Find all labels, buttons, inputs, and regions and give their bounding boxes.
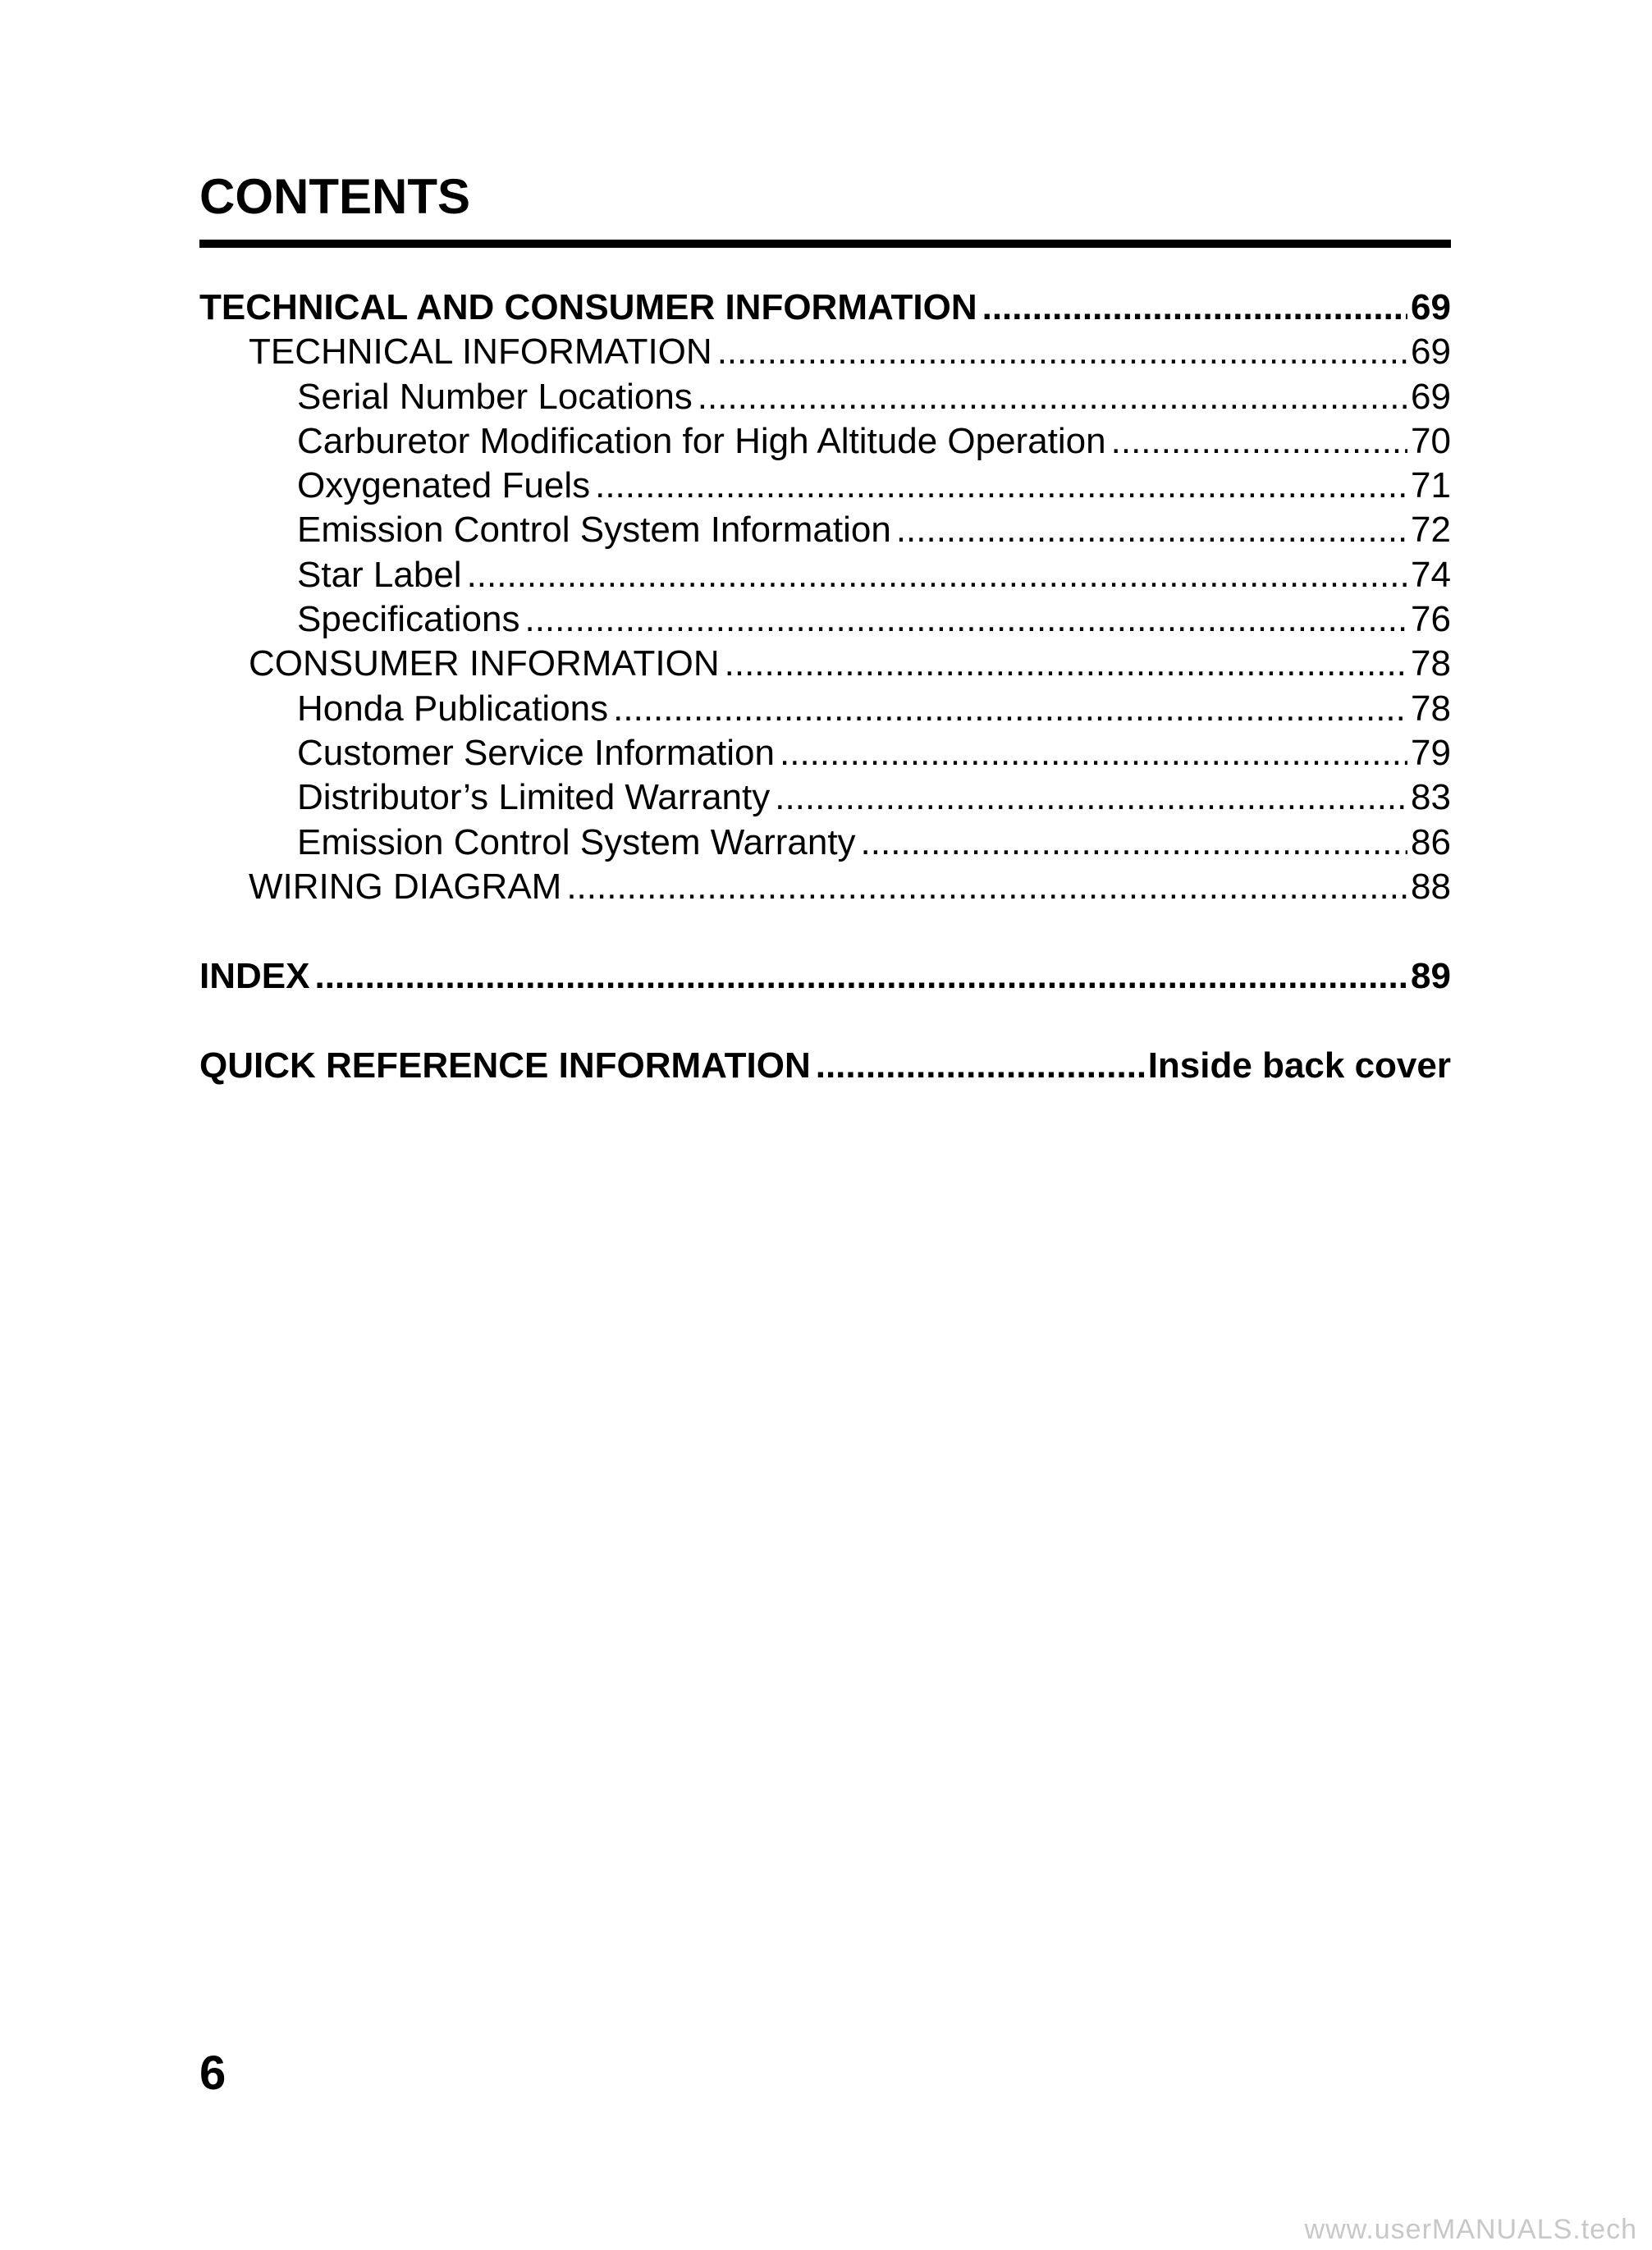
toc-entry-page: 79: [1411, 732, 1451, 773]
toc-entry-page: 78: [1411, 643, 1451, 684]
toc-entry-label: Emission Control System Warranty: [297, 821, 856, 862]
toc-entry-page: 88: [1411, 866, 1451, 907]
toc-entry-page: 69: [1411, 332, 1451, 373]
page-title: CONTENTS: [199, 169, 470, 224]
toc-dot-leader: [775, 775, 1407, 820]
toc-entry-page: 74: [1411, 554, 1451, 595]
toc-dot-leader: [698, 375, 1407, 419]
toc-entry[interactable]: [199, 821, 1451, 865]
toc-entry[interactable]: [199, 553, 1451, 597]
toc-dot-leader: [725, 642, 1407, 686]
toc-entry-page: 76: [1411, 599, 1451, 640]
toc-entry-label: TECHNICAL AND CONSUMER INFORMATION: [199, 287, 977, 327]
toc-entry-label: Specifications: [297, 599, 520, 640]
page-number: 6: [199, 2046, 227, 2100]
toc-entry[interactable]: [199, 775, 1451, 820]
toc-dot-leader: [1111, 419, 1407, 464]
toc-dot-leader: [467, 553, 1407, 597]
toc-entry-label: WIRING DIAGRAM: [249, 866, 562, 907]
toc-dot-leader: [566, 865, 1407, 909]
toc-entry[interactable]: [199, 508, 1451, 552]
toc-entry-page: 70: [1411, 420, 1451, 461]
toc-entry[interactable]: [199, 419, 1451, 464]
toc-entry-label: Emission Control System Information: [297, 510, 891, 551]
toc-entry-label: Customer Service Information: [297, 732, 775, 773]
toc-entry[interactable]: [199, 731, 1451, 775]
toc-entry-label: Star Label: [297, 554, 462, 595]
toc-entry-page: 69: [1411, 287, 1451, 327]
toc-entry[interactable]: [199, 642, 1451, 686]
toc-entry-page: 69: [1411, 376, 1451, 417]
toc-dot-leader: [524, 597, 1407, 642]
toc-entry-label: TECHNICAL INFORMATION: [249, 332, 712, 373]
toc-entry[interactable]: [199, 597, 1451, 642]
toc-dot-leader: [816, 1044, 1145, 1088]
toc-entry-page: 89: [1411, 956, 1451, 997]
toc-dot-leader: [595, 464, 1407, 508]
toc-entry-label: QUICK REFERENCE INFORMATION: [199, 1045, 811, 1086]
toc-entry[interactable]: [199, 464, 1451, 508]
toc-entry[interactable]: [199, 954, 1451, 999]
toc-entry-page: 71: [1411, 465, 1451, 506]
toc-dot-leader: [861, 821, 1408, 865]
toc-entry-page: 78: [1411, 688, 1451, 729]
toc-entry-page: 83: [1411, 777, 1451, 818]
toc-entry[interactable]: [199, 375, 1451, 419]
toc-entry[interactable]: [199, 1044, 1451, 1088]
title-rule: [199, 240, 1451, 248]
toc-entry-page: 86: [1411, 821, 1451, 862]
toc-entry[interactable]: [199, 687, 1451, 731]
toc-entry-label: Serial Number Locations: [297, 376, 693, 417]
toc-dot-leader: [896, 508, 1407, 552]
toc-entry[interactable]: [199, 286, 1451, 330]
toc-entry[interactable]: [199, 865, 1451, 909]
toc-entry-label: Honda Publications: [297, 688, 609, 729]
toc-dot-leader: [613, 687, 1407, 731]
toc-entry-label: CONSUMER INFORMATION: [249, 643, 720, 684]
toc-dot-leader: [717, 330, 1407, 374]
watermark: www.userMANUALS.tech: [1304, 2214, 1637, 2245]
toc-dot-leader: [314, 954, 1407, 999]
toc-list: [199, 286, 1451, 1089]
toc-entry[interactable]: [199, 330, 1451, 374]
toc-entry-label: Distributor’s Limited Warranty: [297, 777, 771, 818]
toc-dot-leader: [982, 286, 1407, 330]
toc-dot-leader: [780, 731, 1407, 775]
toc-entry-page: 72: [1411, 510, 1451, 551]
toc-entry-label: Oxygenated Fuels: [297, 465, 591, 506]
toc-entry-label: INDEX: [199, 956, 310, 997]
toc-entry-page: Inside back cover: [1147, 1045, 1451, 1086]
toc-entry-label: Carburetor Modification for High Altitude Operation: [297, 420, 1106, 461]
